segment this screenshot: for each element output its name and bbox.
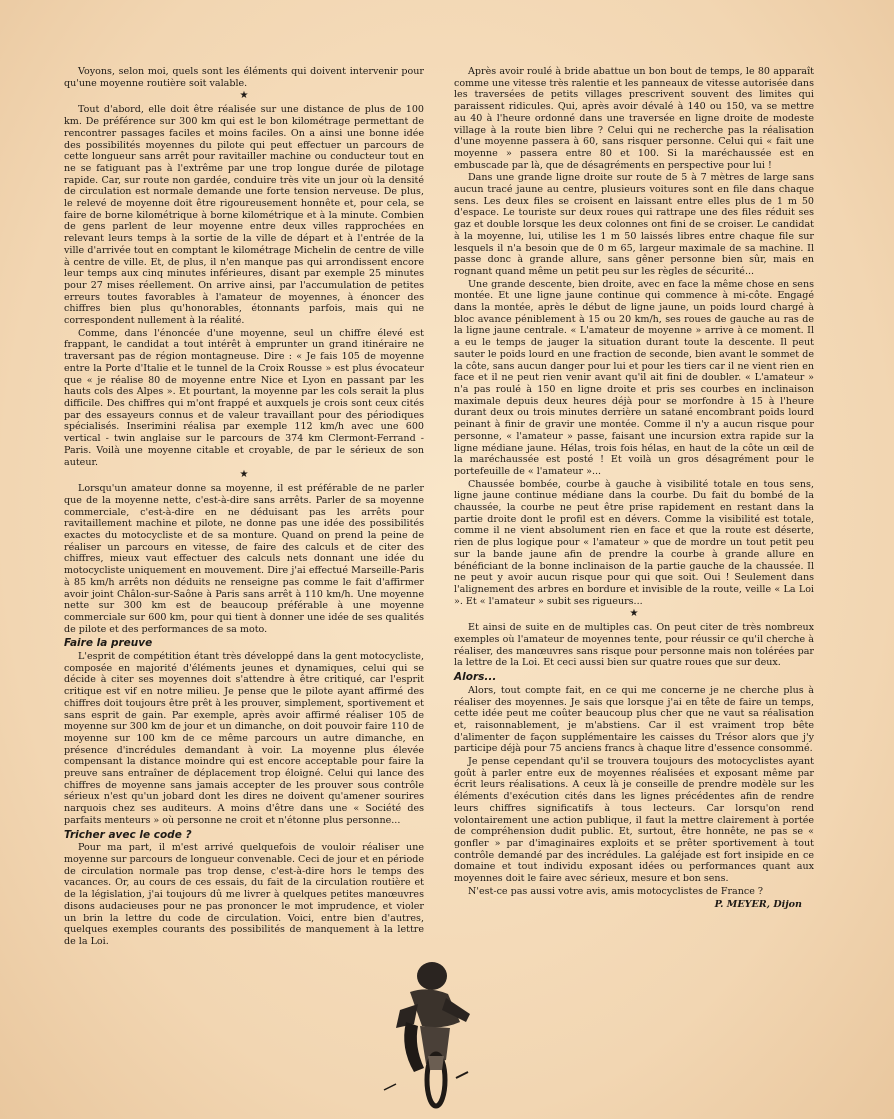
star-separator: ★ bbox=[629, 608, 639, 620]
paragraph: Et ainsi de suite en de multiples cas. On peut citer de très nombreux exemples où l'amateur de moyennes tente, pour réussir ce qu'il cherche à réaliser, des manœuvres sans risque pour personne mais non tolérées par la lettre de la Loi. Et ceci aussi bien sur quatre roues que sur deux. bbox=[454, 622, 814, 669]
author-signature: P. MEYER, Dijon bbox=[714, 898, 802, 910]
paragraph: L'esprit de compétition étant très développé dans la gent motocycliste, composée en majorité d'éléments jeunes et dynamiques, celui qui se décide à citer ses moyennes doit s'attendre à être critiqué, car l'esprit critique est vif en notre milieu. Je pense que le pilote ayant affirmé des chiffres doit toujours être prêt à les prouver, simplement, sportivement et sans esprit de gain. Par exemple, après avoir affirmé réaliser 105 de moyenne sur 300 km de jour et un dimanche, on doit pouvoir faire 110 de moyenne sur 100 km de ce même parcours un autre dimanche, en présence d'incrédules demandant à voir. La moyenne plus élevée compensant la distance moindre qui est encore acceptable pour faire la preuve sans entraîner de déplacement trop éloigné. Celui qui lance des chiffres de moyenne sans jamais accepter de les prouver sous contrôle sérieux n'est qu'un jobard dont les dires ne doivent qu'amener sourires narquois chez ses auditeurs. A moins d'être dans une « Société des parfaits menteurs » où personne ne croit et n'étonne plus personne... bbox=[64, 651, 424, 826]
motorcycle-rider-illustration bbox=[370, 952, 480, 1112]
closing-question: N'est-ce pas aussi votre avis, amis motocyclistes de France ? bbox=[468, 885, 764, 897]
paragraph: Chaussée bombée, courbe à gauche à visibilité totale en tous sens, ligne jaune continue médiane dans la courbe. Du fait du bombé de la chaussée, la courbe ne peut être prise rapidement en restant dans la partie droite dont le profil est en dévers. Comme la visibilité est totale, comme il ne vient absolument rien en face et que la route est déserte, rien de plus logique pour « l'amateur » que de mordre un tout petit peu sur la bande jaune afin de prendre la courbe à grande allure en bénéficiant de la bonne inclinaison de la partie gauche de la chaussée. Il ne peut y avoir aucun risque pour qui que soit. Oui ! Seulement dans l'alignement des arbres en bordure et invisible de la route, veille « La Loi ». Et « l'amateur » subit ses rigueurs... bbox=[454, 478, 814, 607]
paragraph: Pour ma part, il m'est arrivé quelquefois de vouloir réaliser une moyenne sur parcours de longueur convenable. Ceci de jour et en période de circulation normale pas trop dense, c'est-à-dire hors le temps des vacances. Or, au cours de ces essais, du fait de la circulation routière et de la législation, j'ai toujours dû me livrer à quelques petites manœuvres disons audacieuses pour ne pas prononcer le mot imprudence, et violer un brin la lettre du code de circulation. Voici, entre bien d'autres, quelques exemples courants des possibilités de manquement à la lettre de la Loi. bbox=[64, 842, 424, 947]
paragraph: Je pense cependant qu'il se trouvera toujours des motocyclistes ayant goût à parler entre eux de moyennes réalisées et exposant même par écrit leurs réalisations. A ceux là je conseille de prendre modèle sur les éléments d'exécution cités dans les lignes précédentes afin de rendre leurs chiffres significatifs à tous lecteurs. Car lorsqu'on rend volontairement une action publique, il faut la mettre clairement à portée de compréhension dudit public. Et, surtout, être honnête, ne pas se « gonfler » par d'imaginaires exploits et se prêter sportivement à tout contrôle demandé par des incrédules. La galéjade est fort insipide en ce domaine et tout individu exposant idées ou performances quant aux moyennes doit le faire avec sérieux, mesure et bon sens. bbox=[454, 756, 814, 885]
star-separator: ★ bbox=[239, 90, 249, 102]
star-separator: ★ bbox=[239, 469, 249, 481]
section-heading: Faire la preuve bbox=[64, 637, 153, 650]
paragraph: Tout d'abord, elle doit être réalisée sur une distance de plus de 100 km. De préférence sur 300 km qui est le bon kilométrage permettant de rencontrer passages faciles et moins faciles. On a ainsi une bonne idée des possibilités moyennes du pilote qui peut effectuer un parcours de cette longueur sans arrêt pour ravitailler machine ou conducteur tout en ne se fatiguant pas à l'extrême par une trop longue durée de pilotage rapide. Car, sur route non gardée, conduire très vite un jour où la densité de circulation est normale demande une forte tension nerveuse. De plus, le relevé de moyenne doit être rigoureusement honnête et, pour cela, se faire de borne kilométrique à borne kilométrique et à la minute. Combien de gens parlent de leur moyenne entre deux villes rapprochées en relevant leurs temps à la sortie de la ville de départ et à l'entrée de la ville d'arrivée tout en comptant le kilométrage Michelin de centre de ville à centre de ville. Et, de plus, il n'en manque pas qui arrondissent encore leur temps aux cinq minutes inférieures, disant par exemple 25 minutes pour 27 mises réellement. On arrive ainsi, par l'accumulation de petites erreurs toutes favorables à l'amateur de moyennes, à énoncer des chiffres bien plus qu'honorables, étonnants parfois, mais qui ne correspondent nullement à la réalité. bbox=[64, 104, 424, 327]
paragraph: Comme, dans l'énoncée d'une moyenne, seul un chiffre élevé est frappant, le candidat a tout intérêt à emprunter un grand itinéraire ne traversant pas de région montagneuse. Dire : « Je fais 105 de moyenne entre la Porte d'Italie et le tunnel de la Croix Rousse » est plus évocateur que « je réalise 80 de moyenne entre Nice et Lyon en passant par les hauts cols des Alpes ». Et pourtant, la moyenne par les cols serait la plus difficile. Des chiffres qui m'ont frappé et auxquels je crois sont ceux cités par des essayeurs connus et de valeur travaillant pour des périodiques spécialisés. Inserimini réalisa par exemple 112 km/h avec une 600 vertical - twin anglaise sur le parcours de 374 km Clermont-Ferrand - Paris. Voilà une moyenne citable et croyable, de par le sérieux de son auteur. bbox=[64, 327, 424, 468]
paragraph: Dans une grande ligne droite sur route de 5 à 7 mètres de large sans aucun tracé jaune au centre, plusieurs voitures sont en file dans chaque sens. Les deux files se croisent en laissant entre elles plus de 1 m 50 d'espace. Le touriste sur deux roues qui rattrape une des files réduit ses gaz et double lorsque les deux colonnes ont fini de se croiser. Le candidat à la moyenne, lui, utilise les 1 m 50 laissés libres entre chaque file sur lesquels il n'a besoin que de 0 m 65, largeur maximale de sa machine. Il passe donc à grande allure, sans gêner personne bien sûr, mais en rognant quand même un petit peu sur les règles de sécurité... bbox=[454, 172, 814, 277]
paragraph: Après avoir roulé à bride abattue un bon bout de temps, le 80 apparaît comme une vitesse très ralentie et les panneaux de vitesse autorisée dans les traversées de petits villages prescrivent souvent des limites qui paraissent ridicules. Qui, après avoir dévalé à 140 ou 150, va se mettre au 40 à l'heure ordonné dans une traversée en ligne droite de modeste village à la route bien libre ? Celui qui ne recherche pas la réalisation d'une moyenne passera à 60, sans risquer personne. Celui qui « fait une moyenne » passera entre 80 et 100. Si la maréchaussée est en embuscade par là, que de désagréments en perspective pour lui ! bbox=[454, 66, 814, 171]
section-heading: Tricher avec le code ? bbox=[64, 828, 192, 841]
paragraph: Lorsqu'un amateur donne sa moyenne, il est préférable de ne parler que de la moyenne nette, c'est-à-dire sans arrêts. Parler de sa moyenne commerciale, c'est-à-dire en ne déduisant pas les arrêts pour ravitaillement machine et pilote, ne donne pas une idée des possibilités exactes du motocycliste et de sa monture. Quand on prend la peine de réaliser un parcours en vitesse, de faire des calculs et de citer des chiffres, mieux vaut effectuer des calculs nets donnant une idée du motocycliste uniquement en mouvement. Dire j'ai effectué Marseille-Paris à 85 km/h arrêts non déduits ne renseigne pas comme le fait d'affirmer avoir joint Châlon-sur-Saône à Paris sans arrêt à 110 km/h. Une moyenne nette sur 300 km est de beaucoup préférable à une moyenne commerciale sur 600 km, pour qui tient à donner une idée de ses qualités de pilote et des performances de sa moto. bbox=[64, 483, 424, 635]
paragraph: Alors, tout compte fait, en ce qui me concerne je ne cherche plus à réaliser des moyennes. Je sais que lorsque j'ai en tête de faire un temps, cette idée peut me coûter beaucoup plus cher que ne vaut sa réalisation et, raisonnablement, je m'abstiens. Car il est vraiment trop bête d'alimenter de façon supplémentaire les caisses du Trésor alors que j'y participe déjà pour 75 anciens francs à chaque litre d'essence consommé. bbox=[454, 684, 814, 755]
right-column bbox=[454, 66, 814, 910]
left-column bbox=[64, 66, 424, 949]
paragraph: Une grande descente, bien droite, avec en face la même chose en sens montée. Et une ligne jaune continue qui commence à mi-côte. Engagé dans la montée, après le début de ligne jaune, un poids lourd chargé à bloc avance péniblement à 15 ou 20 km/h, ses roues de gauche au ras de la ligne jaune centrale. « L'amateur de moyenne » arrive à ce moment. Il a eu le temps de jauger la situation durant toute la descente. Il peut sauter le poids lourd en une fraction de seconde, bien avant le sommet de la côte, sans aucun danger pour lui et pour les tiers car il ne vient rien en face et il ne peut rien venir avant qu'il ait fini de doubler. « L'amateur » n'a pas roulé à 150 en ligne droite et pris ses courbes en inclinaison maximale depuis deux heures déjà pour se morfondre à 15 à l'heure durant deux ou trois minutes derrière un satané encombrant poids lourd peinant à finir de gravir une montée. Comme il n'y a aucun risque pour personne, « l'amateur » passe, faisant une incursion extra rapide sur la ligne médiane jaune. Hélas, trois fois hélas, en haut de la côte un œil de la maréchaussée est posté ! Et voilà un gros désagrément pour le portefeuille de « l'amateur »... bbox=[454, 278, 814, 477]
intro-paragraph: Voyons, selon moi, quels sont les éléments qui doivent intervenir pour qu'une moyenne routière soit valable. bbox=[64, 66, 424, 89]
section-heading: Alors... bbox=[454, 671, 497, 684]
